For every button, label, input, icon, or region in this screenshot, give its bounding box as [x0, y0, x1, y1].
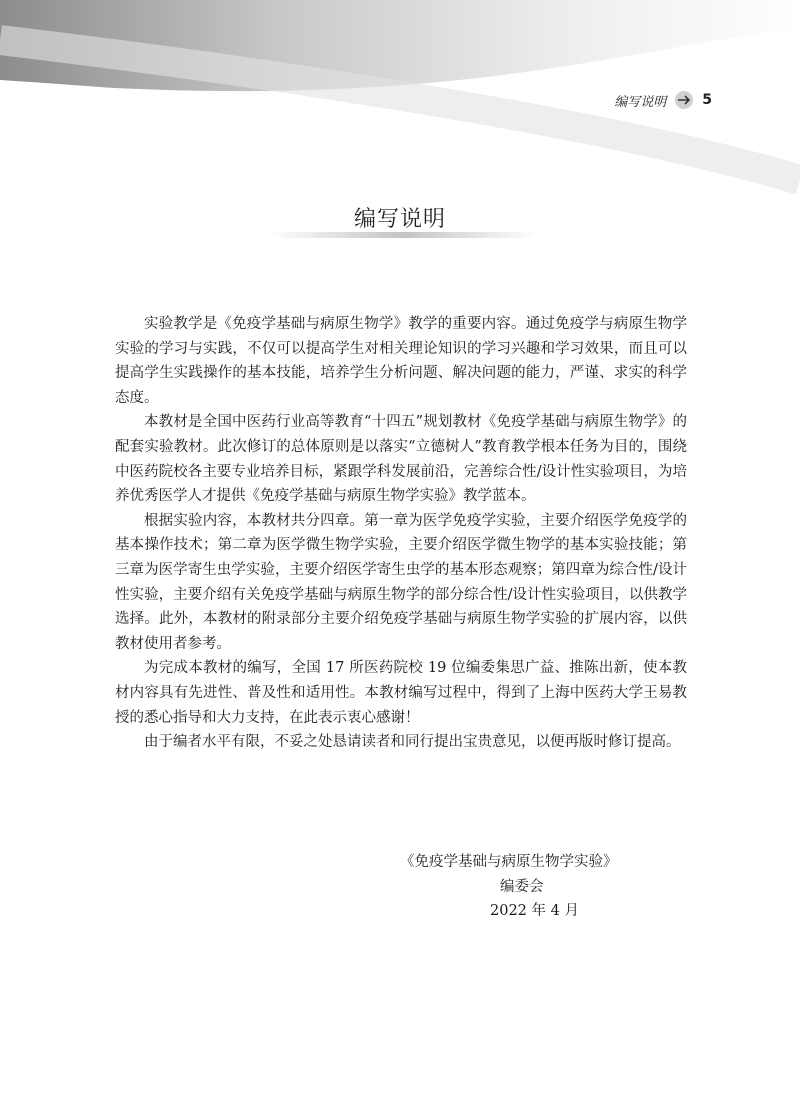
- page-number: 5: [702, 92, 712, 108]
- paragraph: 为完成本教材的编写，全国 17 所医药院校 19 位编委集思广益、推陈出新，使本教材内容具有先进性、普及性和适用性。本教材编写过程中，得到了上海中医药大学王易教授的悉心指导和大力支持，在此表示衷心感谢！: [115, 660, 687, 726]
- running-head-title: 编写说明: [614, 94, 667, 110]
- paragraph: 由于编者水平有限，不妥之处恳请读者和同行提出宝贵意见，以便再版时修订提高。: [144, 734, 681, 751]
- signature-block: [400, 850, 700, 924]
- page-title: 编写说明: [353, 207, 446, 232]
- signature-date: 2022 年 4 月: [490, 903, 579, 920]
- signature-org: 编委会: [500, 878, 544, 895]
- running-head: [614, 90, 712, 110]
- paragraph: 根据实验内容，本教材共分四章。第一章为医学免疫学实验，主要介绍医学免疫学的基本操作技术；第二章为医学微生物学实验，主要介绍医学微生物学的基本实验技能；第三章为医学寄生虫学实验，主要介绍医学寄生虫学的基本形态观察；第四章为综合性/设计性实验，主要介绍有关免疫学基础与病原生物学的部分综合性/设计性实验项目，以供教学选择。此外，本教材的附录部分主要介绍免疫学基础与病原生物学实验的扩展内容，以供教材使用者参考。: [115, 512, 687, 652]
- paragraph: 实验教学是《免疫学基础与病原生物学》教学的重要内容。通过免疫学与病原生物学实验的学习与实践，不仅可以提高学生对相关理论知识的学习兴趣和学习效果，而且可以提高学生实践操作的基本技能，培养学生分析问题、解决问题的能力，严谨、求实的科学态度。: [115, 316, 687, 406]
- heading-wrap: [0, 202, 800, 237]
- signature-book: 《免疫学基础与病原生物学实验》: [400, 854, 618, 870]
- paragraph: 本教材是全国中医药行业高等教育“十四五”规划教材《免疫学基础与病原生物学》的配套实验教材。此次修订的总体原则是以落实“立德树人”教育教学根本任务为目的，围绕中医药院校各主要专业培养目标，紧跟学科发展前沿，完善综合性/设计性实验项目，为培养优秀医学人才提供《免疫学基础与病原生物学实验》教学蓝本。: [115, 414, 687, 505]
- arrow-right-icon: [674, 90, 694, 110]
- body-text: [115, 312, 687, 755]
